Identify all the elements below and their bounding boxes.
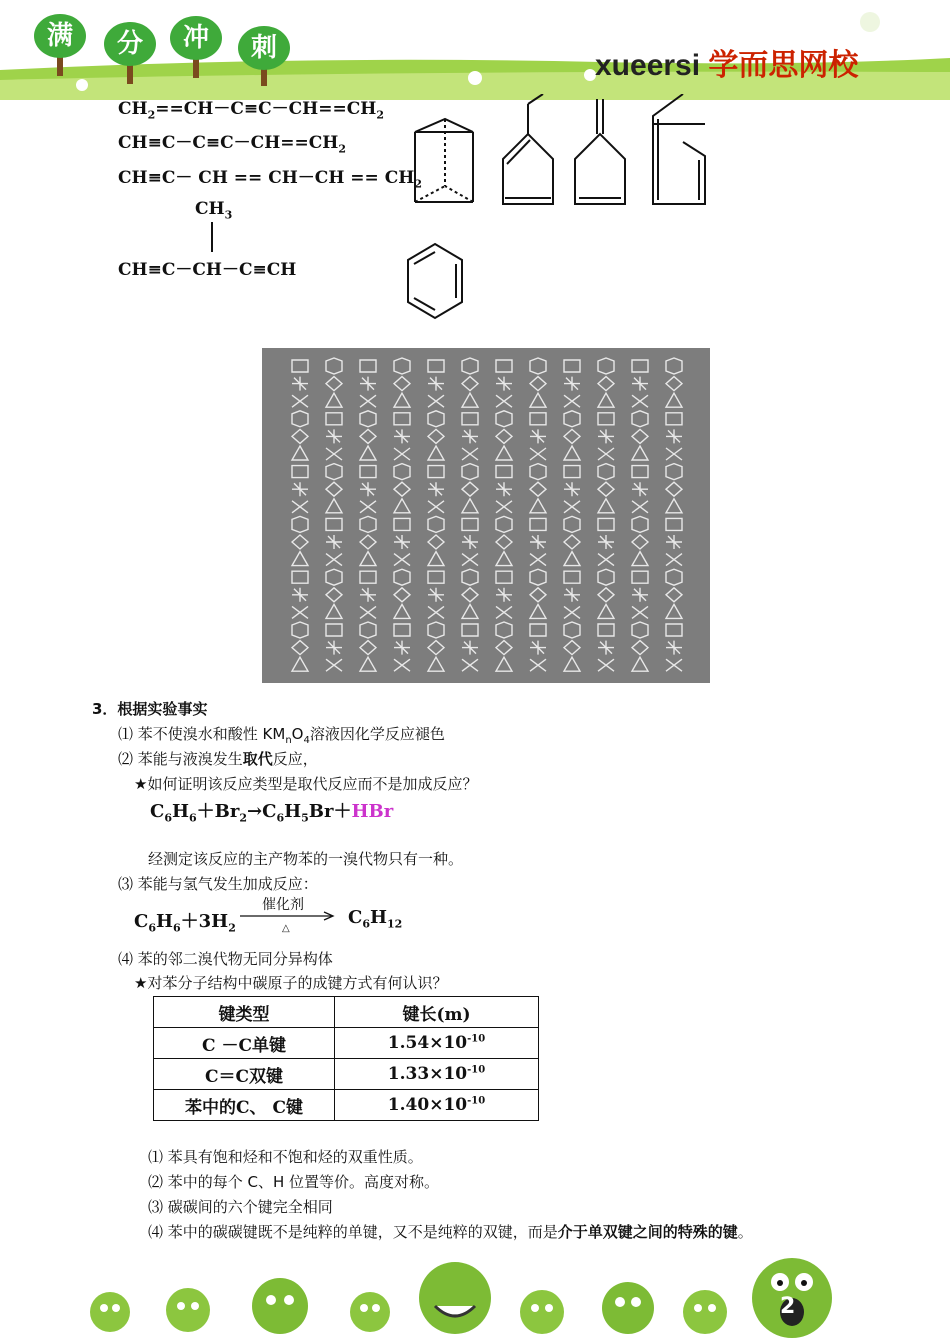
model-shape [530, 569, 546, 585]
model-shape [462, 604, 478, 618]
model-shape [292, 501, 308, 513]
model-shape [360, 360, 376, 372]
table-row [154, 1059, 539, 1090]
item-3: ⑶ 苯能与氢气发生加成反应： [118, 875, 318, 893]
table-header: 键长(m) [335, 997, 539, 1028]
model-shape [666, 624, 682, 636]
model-shape [360, 606, 376, 618]
equation-hydrogenation-left: $C_6H_6+3H_2$ [134, 911, 236, 935]
model-shape [598, 499, 614, 513]
model-shape [598, 659, 614, 671]
model-shape [326, 659, 342, 671]
bond-type: C －C单键 [154, 1028, 335, 1059]
badge-char: 分 [104, 22, 156, 66]
model-shape [428, 657, 444, 671]
conclusion-1: ⑴ 苯具有饱和烃和不饱和烃的双重性质。 [148, 1148, 423, 1166]
model-shape [564, 588, 580, 602]
model-shape [292, 552, 308, 566]
equation-bromination: $C_6H_6+Br_2\to C_6H_5Br+HBr$ [150, 801, 394, 825]
model-shape [462, 499, 478, 513]
brand-cn: 学而思网校 [708, 49, 859, 82]
model-shape [292, 429, 308, 443]
page-number: 2 [780, 1294, 796, 1319]
model-shape [598, 569, 614, 585]
model-shape [598, 482, 614, 496]
model-shape [462, 482, 478, 496]
model-shape [428, 535, 444, 549]
bond-length: $1.33\times 10^{-10}$ [335, 1059, 539, 1090]
model-shape [326, 393, 342, 407]
model-shape [394, 393, 410, 407]
note-1: 经测定该反应的主产物苯的一溴代物只有一种。 [148, 850, 464, 868]
model-shape [428, 466, 444, 478]
model-shape [394, 482, 410, 496]
model-shape [326, 464, 342, 480]
model-shape [496, 606, 512, 618]
model-shape [462, 393, 478, 407]
model-shape [360, 501, 376, 513]
model-shape [292, 588, 308, 602]
model-shape [462, 554, 478, 566]
model-shape [496, 516, 512, 532]
model-shape [462, 464, 478, 480]
page-header [0, 0, 950, 100]
model-shape [530, 358, 546, 374]
model-shape [428, 622, 444, 638]
model-shape [496, 657, 512, 671]
model-shape [292, 395, 308, 407]
model-shape [632, 516, 648, 532]
model-shape [632, 657, 648, 671]
model-shape [394, 569, 410, 585]
model-shape [564, 466, 580, 478]
model-shape [598, 393, 614, 407]
model-shape [564, 641, 580, 655]
model-shape [326, 429, 342, 443]
model-shape [428, 482, 444, 496]
footer-apples [80, 1250, 840, 1344]
model-shape [394, 429, 410, 443]
item-1: ⑴ 苯不使溴水和酸性 $KM_nO_4$溶液因化学反应褪色 [118, 725, 445, 746]
model-shape [326, 569, 342, 585]
model-shape [496, 622, 512, 638]
table-row [154, 1028, 539, 1059]
model-shape [530, 448, 546, 460]
model-shape [462, 518, 478, 530]
molecule-models-photo [262, 348, 710, 683]
model-shape [564, 535, 580, 549]
badge-char: 满 [34, 14, 86, 58]
model-shape [360, 657, 376, 671]
model-shape [394, 377, 410, 391]
model-shape [632, 377, 648, 391]
model-shape [360, 395, 376, 407]
model-shape [564, 411, 580, 427]
model-shape [666, 393, 682, 407]
model-shape [598, 554, 614, 566]
model-shape [632, 552, 648, 566]
reaction-arrow [240, 910, 336, 922]
model-shape [632, 395, 648, 407]
model-shape [292, 360, 308, 372]
model-shape [564, 516, 580, 532]
table-row [154, 1090, 539, 1121]
bond-type: 苯中的C、 C键 [154, 1090, 335, 1121]
model-shape [462, 448, 478, 460]
model-shape [360, 552, 376, 566]
model-shape [496, 377, 512, 391]
model-shape [598, 588, 614, 602]
model-shape [462, 413, 478, 425]
brand-en: xueersi [595, 49, 701, 82]
table-header: 键类型 [154, 997, 335, 1028]
model-shape [326, 554, 342, 566]
model-shape [564, 377, 580, 391]
model-shape [326, 358, 342, 374]
model-shape [666, 413, 682, 425]
model-shape [598, 358, 614, 374]
model-shape [564, 622, 580, 638]
model-shape [666, 377, 682, 391]
section-title: 3．根据实验事实 [92, 700, 208, 718]
model-shape [598, 518, 614, 530]
model-shape [564, 360, 580, 372]
model-shape [326, 499, 342, 513]
model-shape [326, 377, 342, 391]
model-shape [530, 624, 546, 636]
model-shape [428, 606, 444, 618]
model-shape [462, 624, 478, 636]
model-shape [326, 588, 342, 602]
model-shape [496, 482, 512, 496]
model-shape [564, 482, 580, 496]
model-shape [598, 624, 614, 636]
model-shape [666, 569, 682, 585]
model-shape [292, 411, 308, 427]
model-shape [394, 464, 410, 480]
structure-diagrams [405, 94, 715, 344]
model-shape [326, 604, 342, 618]
model-shape [428, 571, 444, 583]
model-shape [632, 360, 648, 372]
model-shape [360, 516, 376, 532]
model-shape [530, 499, 546, 513]
model-shape [564, 571, 580, 583]
model-shape [428, 588, 444, 602]
model-shape [598, 604, 614, 618]
model-shape [530, 659, 546, 671]
model-shape [632, 429, 648, 443]
badge-char: 冲 [170, 16, 222, 60]
hbr-highlight: HBr [351, 801, 394, 822]
model-shape [360, 411, 376, 427]
model-shape [598, 377, 614, 391]
model-shape [462, 588, 478, 602]
model-shape [666, 604, 682, 618]
model-shape [496, 446, 512, 460]
model-shape [598, 535, 614, 549]
model-shape [496, 571, 512, 583]
model-shape [496, 641, 512, 655]
model-shape [292, 516, 308, 532]
model-shape [632, 622, 648, 638]
model-shape [530, 377, 546, 391]
model-shape [360, 588, 376, 602]
model-shape [530, 429, 546, 443]
model-shape [632, 606, 648, 618]
badge-char: 刺 [238, 26, 290, 70]
model-shape [428, 516, 444, 532]
model-shape [632, 571, 648, 583]
model-shape [530, 588, 546, 602]
model-shape [428, 411, 444, 427]
formula-2: $CH\equiv C-C\equiv C-CH==CH_2$ [118, 133, 347, 156]
model-shape [326, 641, 342, 655]
condition-heat: △ [282, 923, 290, 934]
question-2: ★对苯分子结构中碳原子的成键方式有何认识？ [134, 974, 448, 992]
model-shape [530, 464, 546, 480]
model-shape [394, 659, 410, 671]
model-shape [564, 606, 580, 618]
model-shape [496, 535, 512, 549]
formula-4-methyl: $CH_3$ [195, 199, 233, 222]
models-grid [262, 348, 710, 683]
model-shape [360, 482, 376, 496]
model-shape [292, 535, 308, 549]
model-shape [360, 622, 376, 638]
conclusion-4: ⑷ 苯中的碳碳键既不是纯粹的单键，又不是纯粹的双键，而是介于单双键之间的特殊的键。 [148, 1223, 753, 1241]
model-shape [666, 358, 682, 374]
model-shape [598, 641, 614, 655]
model-shape [530, 518, 546, 530]
model-shape [360, 466, 376, 478]
model-shape [360, 571, 376, 583]
model-shape [394, 358, 410, 374]
model-shape [360, 377, 376, 391]
model-shape [564, 657, 580, 671]
model-shape [666, 499, 682, 513]
bond-line [211, 222, 213, 252]
model-shape [530, 413, 546, 425]
formula-3: CH≡C－ CH == $CH-CH == CH_2$ [118, 168, 422, 191]
model-shape [360, 429, 376, 443]
model-shape [666, 641, 682, 655]
model-shape [394, 413, 410, 425]
model-shape [598, 429, 614, 443]
model-shape [666, 448, 682, 460]
model-shape [394, 624, 410, 636]
formula-4: CH≡C－CH－C≡CH [118, 260, 297, 280]
bond-length: $1.40\times 10^{-10}$ [335, 1090, 539, 1121]
model-shape [530, 604, 546, 618]
model-shape [394, 535, 410, 549]
model-shape [666, 659, 682, 671]
model-shape [564, 446, 580, 460]
model-shape [292, 606, 308, 618]
model-shape [292, 641, 308, 655]
model-shape [292, 622, 308, 638]
model-shape [462, 535, 478, 549]
model-shape [462, 377, 478, 391]
model-shape [292, 377, 308, 391]
model-shape [462, 569, 478, 585]
model-shape [666, 588, 682, 602]
model-shape [666, 554, 682, 566]
model-shape [292, 571, 308, 583]
model-shape [496, 429, 512, 443]
model-shape [632, 411, 648, 427]
model-shape [394, 448, 410, 460]
model-shape [666, 535, 682, 549]
model-shape [598, 464, 614, 480]
model-shape [292, 466, 308, 478]
model-shape [564, 395, 580, 407]
item-2: ⑵ 苯能与液溴发生取代反应， [118, 750, 318, 768]
model-shape [326, 624, 342, 636]
model-shape [530, 482, 546, 496]
model-shape [530, 554, 546, 566]
table-header-row [154, 997, 539, 1028]
model-shape [428, 641, 444, 655]
model-shape [326, 413, 342, 425]
conclusion-3: ⑶ 碳碳间的六个键完全相同 [148, 1198, 333, 1216]
model-shape [530, 641, 546, 655]
model-shape [428, 377, 444, 391]
bond-length: $1.54\times 10^{-10}$ [335, 1028, 539, 1059]
model-shape [462, 641, 478, 655]
model-shape [564, 552, 580, 566]
model-shape [666, 482, 682, 496]
model-shape [292, 446, 308, 460]
model-shape [394, 604, 410, 618]
bond-type: C＝C双键 [154, 1059, 335, 1090]
model-shape [292, 482, 308, 496]
bond-length-table [153, 996, 539, 1121]
item-4: ⑷ 苯的邻二溴代物无同分异构体 [118, 950, 333, 968]
model-shape [394, 499, 410, 513]
model-shape [496, 552, 512, 566]
model-shape [632, 446, 648, 460]
model-shape [666, 464, 682, 480]
formula-1: $CH_2==CH-C\equiv C-CH==CH_2$ [118, 99, 384, 122]
model-shape [496, 466, 512, 478]
model-shape [666, 429, 682, 443]
model-shape [496, 411, 512, 427]
conclusion-2: ⑵ 苯中的每个 C、H 位置等价。高度对称。 [148, 1173, 440, 1191]
model-shape [530, 535, 546, 549]
model-shape [394, 518, 410, 530]
model-shape [632, 588, 648, 602]
model-shape [326, 535, 342, 549]
model-shape [632, 535, 648, 549]
model-shape [632, 482, 648, 496]
model-shape [598, 413, 614, 425]
model-shape [632, 641, 648, 655]
model-shape [462, 659, 478, 671]
model-shape [360, 446, 376, 460]
brand-logo [595, 40, 858, 84]
model-shape [428, 429, 444, 443]
model-shape [394, 554, 410, 566]
model-shape [360, 535, 376, 549]
model-shape [632, 466, 648, 478]
model-shape [496, 395, 512, 407]
model-shape [666, 518, 682, 530]
model-shape [360, 641, 376, 655]
model-shape [564, 429, 580, 443]
model-shape [292, 657, 308, 671]
model-shape [326, 482, 342, 496]
model-shape [428, 552, 444, 566]
model-shape [632, 501, 648, 513]
model-shape [326, 448, 342, 460]
model-shape [496, 588, 512, 602]
model-shape [394, 588, 410, 602]
model-shape [428, 395, 444, 407]
condition-catalyst: 催化剂 [262, 897, 304, 913]
model-shape [428, 360, 444, 372]
model-shape [326, 518, 342, 530]
model-shape [530, 393, 546, 407]
model-shape [462, 358, 478, 374]
model-shape [428, 446, 444, 460]
model-shape [428, 501, 444, 513]
model-shape [394, 641, 410, 655]
model-shape [496, 360, 512, 372]
model-shape [598, 448, 614, 460]
model-shape [564, 501, 580, 513]
model-shape [496, 501, 512, 513]
equation-hydrogenation-right: $C_6H_{12}$ [348, 907, 403, 931]
question-1: ★如何证明该反应类型是取代反应而不是加成反应？ [134, 775, 478, 793]
model-shape [462, 429, 478, 443]
